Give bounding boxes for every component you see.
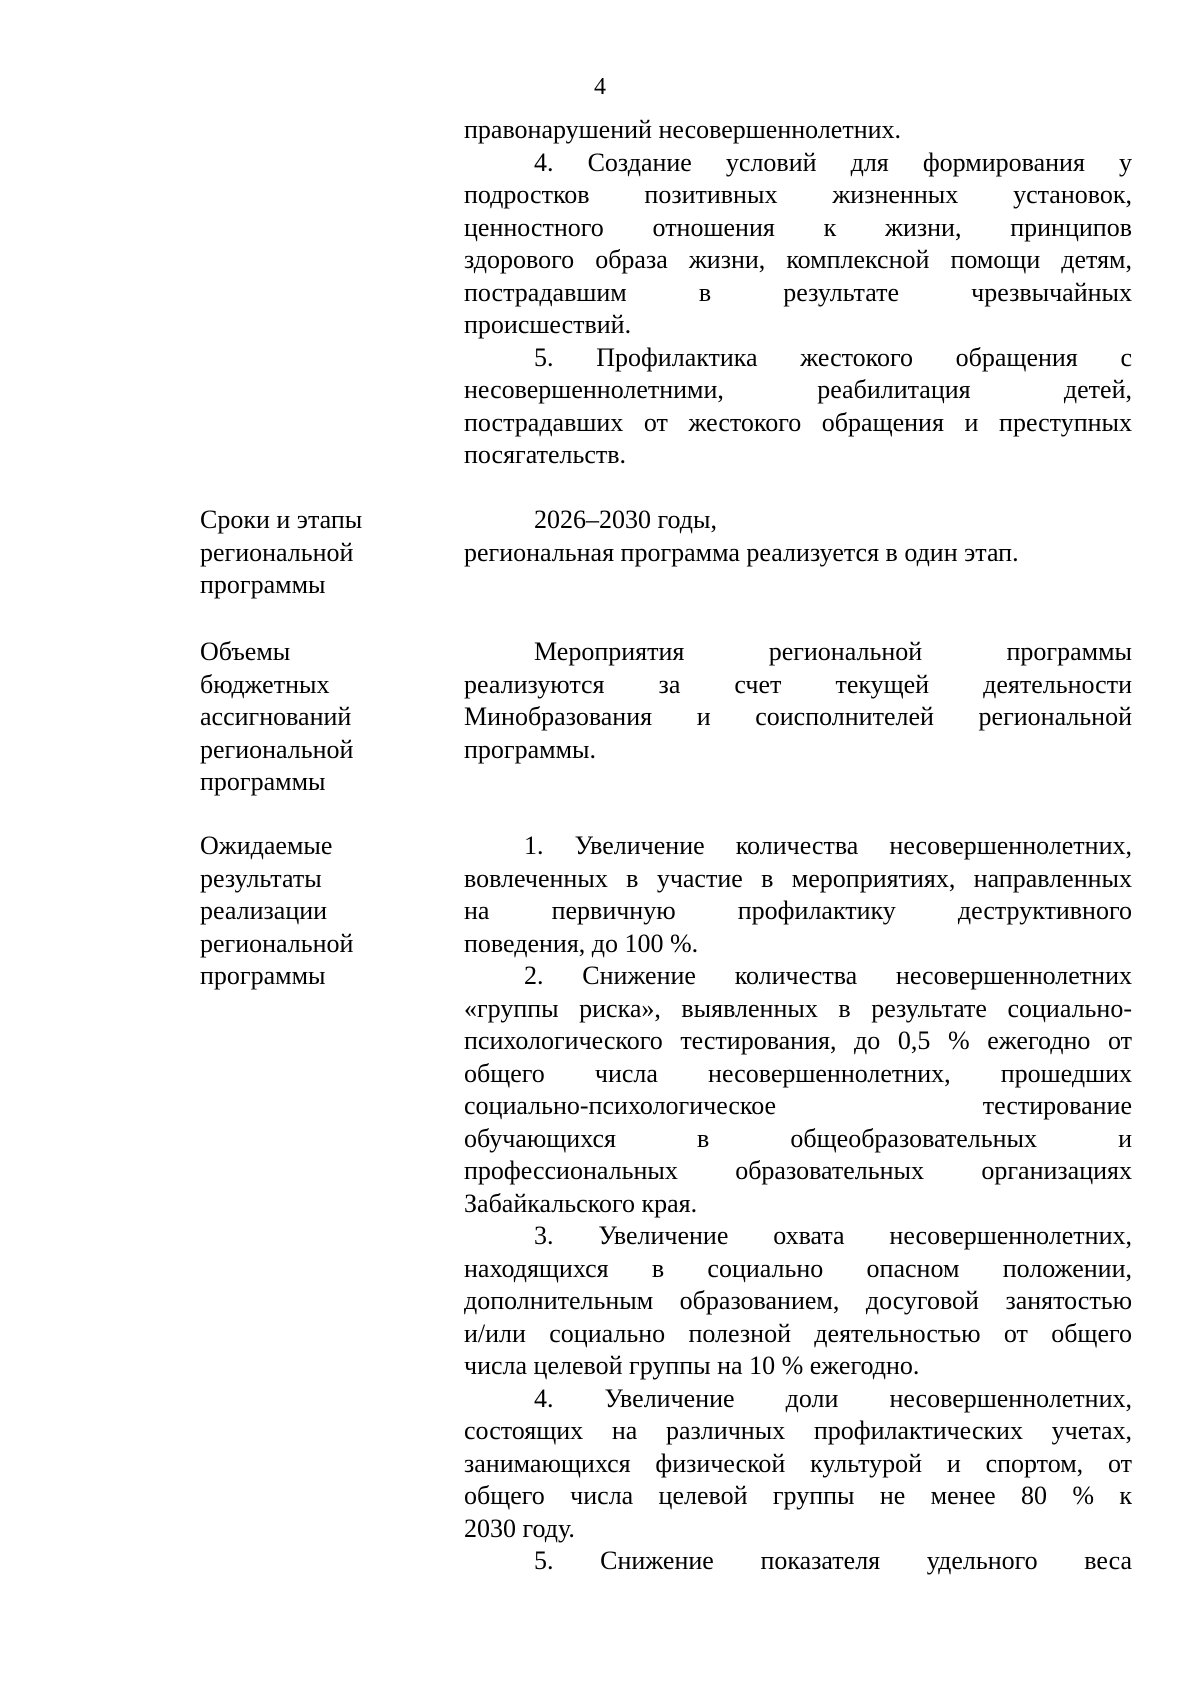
task-item-5 [464, 342, 1132, 472]
results-label [200, 830, 440, 993]
text-line: 3. Увеличение охвата несовершеннолетних, [534, 1221, 1132, 1250]
tasks-first-line: правонарушений несовершеннолетних. [464, 115, 902, 144]
budget-label [200, 636, 440, 799]
text-line: несовершеннолетними, реабилитация детей, [464, 375, 1132, 404]
text-line: региональная программа реализуется в один этап. [464, 537, 1019, 567]
text-line: 2030 году. [464, 1513, 575, 1543]
text-line: состоящих на различных профилактических учетах, [464, 1416, 1132, 1445]
label-line: Объемы [200, 637, 291, 666]
text-line: 1. Увеличение количества несовершеннолетних, [524, 831, 1132, 860]
label-line: ассигнований [200, 702, 352, 731]
label-line: региональной [200, 928, 354, 958]
text-line: посягательств. [464, 440, 627, 469]
text-line: социально-психологическое тестирование [464, 1091, 1132, 1120]
page-number: 4 [594, 74, 606, 100]
label-line: региональной [200, 537, 354, 567]
text-line: дополнительным образованием, досуговой занятостью [464, 1286, 1132, 1315]
label-line: программы [200, 961, 326, 990]
text-line: подростков позитивных жизненных установок, [464, 180, 1132, 209]
label-line: программы [200, 767, 326, 796]
result-item-5 [464, 1545, 1132, 1578]
text-line: 4. Увеличение доли несовершеннолетних, [534, 1383, 1132, 1413]
text-line: ценностного отношения к жизни, принципов [464, 212, 1132, 242]
terms-label [200, 504, 440, 602]
label-line: реализации [200, 896, 328, 925]
text-line: занимающихся физической культурой и спортом, от [464, 1448, 1132, 1478]
label-line: бюджетных [200, 669, 330, 699]
text-line: 2. Снижение количества несовершеннолетних [524, 961, 1132, 990]
text-line: общего числа целевой группы не менее 80 % к [464, 1481, 1132, 1510]
text-line: числа целевой группы на 10 % ежегодно. [464, 1351, 920, 1380]
text-line: Мероприятия региональной программы [534, 637, 1132, 666]
text-line: 4. Создание условий для формирования у [534, 147, 1132, 177]
label-line: региональной [200, 734, 354, 764]
text-line: 5. Профилактика жестокого обращения с [534, 342, 1132, 372]
tasks-continuation [464, 114, 1132, 472]
text-line: программы. [464, 734, 596, 764]
result-item-1 [464, 830, 1132, 960]
text-line: пострадавшим в результате чрезвычайных [464, 277, 1132, 307]
text-line: и/или социально полезной деятельностью от общего [464, 1318, 1132, 1348]
results-value [464, 830, 1132, 1578]
text-line: на первичную профилактику деструктивного [464, 896, 1132, 925]
text-line: Забайкальского края. [464, 1188, 698, 1218]
text-line: профессиональных образовательных организациях [464, 1156, 1132, 1185]
label-line: программы [200, 570, 326, 599]
label-line: результаты [200, 863, 322, 893]
text-line: «группы риска», выявленных в результате социально- [464, 993, 1132, 1023]
text-line: общего числа несовершеннолетних, прошедших [464, 1058, 1132, 1088]
terms-value [464, 504, 1132, 569]
text-line: находящихся в социально опасном положении, [464, 1253, 1132, 1283]
text-line: реализуются за счет текущей деятельности [464, 669, 1132, 699]
text-line: вовлеченных в участие в мероприятиях, направленных [464, 863, 1132, 893]
text-line: Минобразования и соисполнителей региональной [464, 702, 1132, 731]
result-item-4 [464, 1383, 1132, 1546]
label-line: Сроки и этапы [200, 505, 363, 534]
text-line: психологического тестирования, до 0,5 % ежегодно от [464, 1026, 1132, 1055]
text-line: происшествий. [464, 310, 632, 339]
text-line: 5. Снижение показателя удельного веса [534, 1546, 1132, 1575]
result-item-3 [464, 1220, 1132, 1383]
text-line: здорового образа жизни, комплексной помощи детям, [464, 245, 1132, 274]
result-item-2 [464, 960, 1132, 1220]
text-line: обучающихся в общеобразовательных и [464, 1123, 1132, 1153]
text-line: 2026–2030 годы, [534, 505, 717, 534]
text-line: поведения, до 100 %. [464, 928, 699, 958]
label-line: Ожидаемые [200, 831, 333, 860]
text-line: пострадавших от жестокого обращения и преступных [464, 407, 1132, 437]
task-item-4 [464, 147, 1132, 342]
budget-value [464, 636, 1132, 766]
